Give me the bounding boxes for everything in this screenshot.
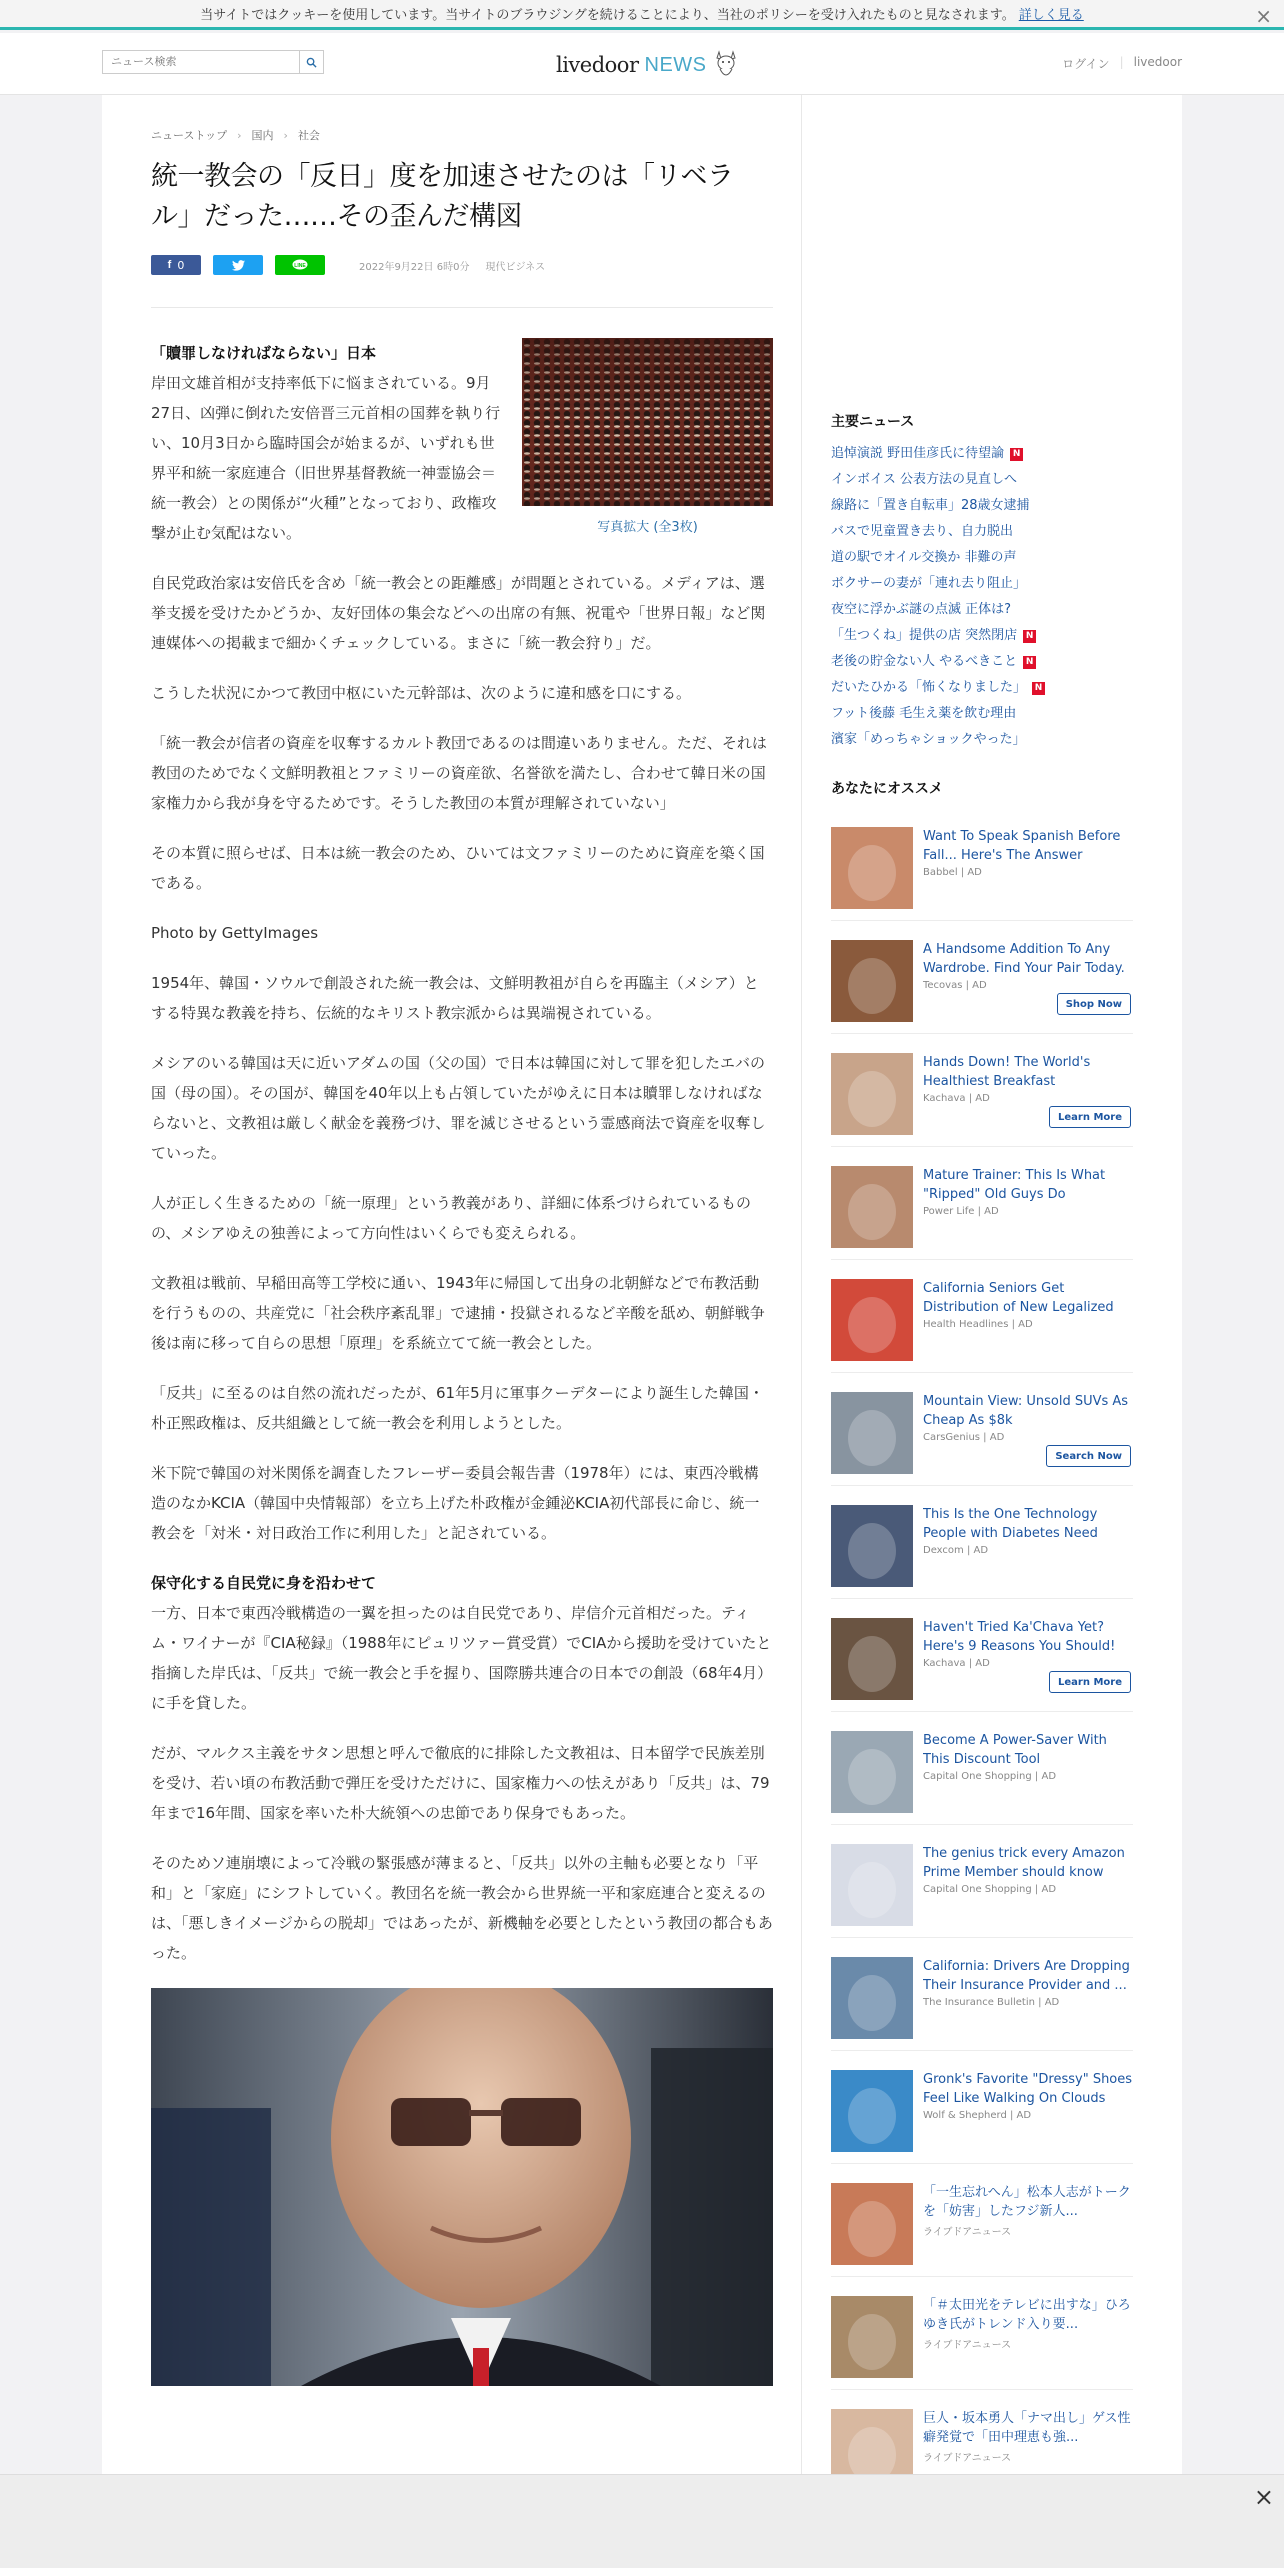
recommendation-text [923, 1392, 1133, 1485]
recommendation-item[interactable] [831, 1147, 1133, 1260]
top-news-item[interactable] [831, 701, 1133, 727]
recommendations-section [831, 778, 1133, 2503]
top-news-link[interactable]: 追悼演説 野田佳彦氏に待望論 [831, 446, 1005, 461]
top-news-item[interactable] [831, 623, 1133, 649]
recommendation-text [923, 1053, 1133, 1146]
photo-credit: Photo by GettyImages [151, 924, 319, 942]
chevron-right-icon: › [237, 128, 242, 142]
facebook-share-button[interactable] [151, 255, 201, 275]
twitter-icon [232, 260, 245, 271]
recommendation-thumbnail[interactable] [831, 827, 913, 909]
recommendation-cta-button[interactable]: Learn More [1049, 1106, 1131, 1128]
article-title: 統一教会の「反日」度を加速させたのは「リベラル」だった……その歪んだ構図 [151, 161, 734, 232]
recommendation-title[interactable]: Gronk's Favorite "Dressy" Shoes Feel Like Walking On Clouds [923, 2072, 1133, 2106]
recommendation-title[interactable]: Hands Down! The World's Healthiest Breakfast [923, 1055, 1091, 1089]
recommendation-text [923, 2183, 1133, 2276]
recommendation-item[interactable] [831, 1712, 1133, 1825]
recommendation-text [923, 2070, 1133, 2163]
ad-close-button[interactable]: × [1253, 2483, 1274, 2511]
recommendation-thumbnail[interactable] [831, 1957, 913, 2039]
recommendation-title[interactable]: California: Drivers Are Dropping Their Insurance Provider and ... [923, 1959, 1130, 1993]
line-icon [292, 259, 308, 271]
line-share-button[interactable] [275, 255, 325, 275]
search-input[interactable] [103, 51, 299, 73]
recommendations-list [831, 808, 1133, 2503]
top-news-title: 主要ニュース [831, 414, 915, 430]
new-badge: N [1010, 448, 1023, 461]
header-links [1062, 55, 1182, 72]
new-badge: N [1032, 682, 1045, 695]
cookie-more-link[interactable]: 詳しく見る [1018, 8, 1084, 23]
top-news-link[interactable]: バスで児童置き去り、自力脱出 [831, 524, 1014, 539]
recommendation-source: Tecovas | AD [923, 980, 987, 991]
recommendation-text [923, 1731, 1133, 1824]
recommendation-thumbnail[interactable] [831, 940, 913, 1022]
recommendation-item[interactable] [831, 1034, 1133, 1147]
photo-enlarge-link[interactable]: 写真拡大 (全3枚) [597, 520, 698, 535]
paragraph: その本質に照らせば、日本は統一教会のため、ひいては文ファミリーのために資産を築く国である。 [151, 844, 765, 892]
top-news-item[interactable] [831, 545, 1133, 571]
recommendation-text [923, 1279, 1133, 1372]
top-news-section [831, 411, 1133, 753]
twitter-share-button[interactable] [213, 255, 263, 275]
page-container [102, 95, 1182, 2475]
site-logo[interactable] [556, 45, 739, 85]
top-news-item[interactable] [831, 727, 1133, 753]
cookie-close-button[interactable]: × [1255, 4, 1272, 28]
recommendation-title[interactable]: Haven't Tried Ka'Chava Yet? Here's 9 Reasons You Should! [923, 1620, 1116, 1654]
recommendation-cta-button[interactable]: Learn More [1049, 1671, 1131, 1693]
breadcrumb-item[interactable]: 国内 [251, 129, 274, 142]
recommendation-item[interactable] [831, 1373, 1133, 1486]
top-news-item[interactable] [831, 597, 1133, 623]
recommendation-source: Capital One Shopping | AD [923, 1884, 1057, 1895]
search-button[interactable] [299, 51, 323, 73]
recommendation-text [923, 1957, 1133, 2050]
recommendation-source: Babbel | AD [923, 867, 982, 878]
article-meta [359, 258, 545, 273]
recommendation-item[interactable] [831, 1599, 1133, 1712]
recommendation-source: Kachava | AD [923, 1093, 990, 1104]
facebook-icon: f [167, 259, 172, 271]
recommendation-source: ライブドアニュース [923, 2340, 1012, 2351]
recommendation-item[interactable] [831, 1260, 1133, 1373]
top-news-item[interactable] [831, 441, 1133, 467]
recommendation-source: ライブドアニュース [923, 2453, 1012, 2464]
svg-text:LINE: LINE [294, 262, 306, 269]
top-news-link[interactable]: 道の駅でオイル交換か 非難の声 [831, 550, 1017, 565]
paragraph: こうした状況にかつて教団中枢にいた元幹部は、次のように違和感を口にする。 [151, 684, 692, 702]
paragraph: 「統一教会が信者の資産を収奪するカルト教団であるのは間違いありません。ただ、それは教団のためでなく文鮮明教祖とファミリーの資産欲、名誉欲を満たし、合わせて韓日米の国家権力から我が身を守るためです。そうした教団の本質が理解されていない」 [151, 734, 767, 812]
login-link[interactable]: ログイン [1062, 57, 1110, 71]
chevron-right-icon: › [283, 128, 288, 142]
recommendation-thumbnail[interactable] [831, 1844, 913, 1926]
top-news-link[interactable]: フット後藤 毛生え薬を飲む理由 [831, 706, 1017, 721]
recommendation-item[interactable] [831, 2164, 1133, 2277]
recommendation-thumbnail[interactable] [831, 1618, 913, 1700]
new-badge: N [1023, 630, 1036, 643]
recommendations-title: あなたにオススメ [831, 781, 943, 797]
paragraph: メシアのいる韓国は天に近いアダムの国（父の国）で日本は韓国に対して罪を犯したエバの国（母の国）。その国が、韓国を40年以上も占領していたがゆえに日本は贖罪しなければならないと、文教祖は厳しく献金を義務づけ、罪を滅じさせるという霊感商法で資産を収奪していった。 [151, 1054, 766, 1162]
cookie-text: 当サイトではクッキーを使用しています。当サイトのブラウジングを続けることにより、当社のポリシーを受け入れたものと見なされます。 [200, 8, 1015, 23]
facebook-count: 0 [177, 258, 185, 272]
recommendation-title[interactable]: A Handsome Addition To Any Wardrobe. Find Your Pair Today. [923, 942, 1125, 976]
section-heading: 保守化する自民党に身を沿わせて [151, 1574, 377, 1592]
share-bar [151, 255, 545, 275]
header-divider: | [1119, 55, 1124, 69]
recommendation-title[interactable]: 巨人・坂本勇人「ナマ出し」ゲス性癖発覚で「田中理恵も強... [923, 2411, 1131, 2445]
recommendation-source: The Insurance Bulletin | AD [923, 1997, 1060, 2008]
paragraph: 一方、日本で東西冷戦構造の一翼を担ったのは自民党であり、岸信介元首相だった。ティム・ワイナーが『CIA秘録』（1988年にピュリツァー賞受賞）でCIAから援助を受けていたと指摘した岸氏は、「反共」で統一教会と手を握り、国際勝共連合の日本での創設（68年4月）に手を貸した。 [151, 1604, 773, 1712]
recommendation-thumbnail[interactable] [831, 1731, 913, 1813]
top-news-link[interactable]: 老後の貯金ない人 やるべきこと [831, 654, 1018, 669]
recommendation-text [923, 827, 1133, 920]
recommendation-thumbnail[interactable] [831, 1166, 913, 1248]
top-news-list [831, 441, 1133, 753]
paragraph: 米下院で韓国の対米関係を調査したフレーザー委員会報告書（1978年）には、東西冷戦構造のなかKCIA（韓国中央情報部）を立ち上げた朴政権が金鍾泌KCIA初代部長に命じ、統一教会を「対米・対日政治工作に利用した」と記されている。 [151, 1464, 760, 1542]
recommendation-source: Wolf & Shepherd | AD [923, 2110, 1032, 2121]
search-icon [306, 57, 317, 68]
recommendation-text [923, 2296, 1133, 2389]
recommendation-thumbnail[interactable] [831, 1279, 913, 1361]
recommendation-cta-button[interactable]: Shop Now [1057, 993, 1131, 1015]
recommendation-thumbnail[interactable] [831, 2070, 913, 2152]
recommendation-item[interactable] [831, 921, 1133, 1034]
top-news-item[interactable] [831, 493, 1133, 519]
recommendation-text [923, 940, 1133, 1033]
site-header [0, 33, 1284, 95]
recommendation-title[interactable]: Become A Power-Saver With This Discount Tool [923, 1733, 1107, 1767]
article-body [151, 338, 773, 2386]
top-news-item[interactable] [831, 649, 1133, 675]
recommendation-thumbnail[interactable] [831, 2183, 913, 2265]
recommendation-title[interactable]: 「＃太田光をテレビに出すな」ひろゆき氏がトレンド入り要... [923, 2298, 1131, 2332]
recommendation-title[interactable]: Want To Speak Spanish Before Fall... Here's The Answer [923, 829, 1121, 863]
recommendation-cta-button[interactable]: Search Now [1046, 1445, 1131, 1467]
recommendation-title[interactable]: 「一生忘れへん」松本人志がトークを「妨害」したフジ新人... [923, 2185, 1131, 2219]
top-news-link[interactable]: インボイス 公表方法の見直しへ [831, 472, 1018, 487]
logo-livedoor: livedoor [556, 53, 639, 77]
top-news-link[interactable]: 「生つくね」提供の店 突然閉店 [831, 628, 1018, 643]
recommendation-source: CarsGenius | AD [923, 1432, 1005, 1443]
recommendation-text [923, 1505, 1133, 1598]
recommendation-title[interactable]: Mature Trainer: This Is What "Ripped" Old Guys Do [923, 1168, 1106, 1202]
top-news-link[interactable]: 夜空に浮かぶ謎の点滅 正体は? [831, 602, 1012, 617]
article-column [102, 95, 802, 2475]
paragraph: そのためソ連崩壊によって冷戦の緊張感が薄まると、「反共」以外の主軸も必要となり「平和」と「家庭」にシフトしていく。教団名を統一教会から世界統一平和家庭連合と変えるのは、「悪しきイメージからの脱却」ではあったが、新機軸を必要としたという教団の都合もあった。 [151, 1854, 773, 1962]
top-news-item[interactable] [831, 571, 1133, 597]
recommendation-item[interactable] [831, 1486, 1133, 1599]
top-news-item[interactable] [831, 467, 1133, 493]
recommendation-title[interactable]: California Seniors Get Distribution of New Legalized [923, 1281, 1114, 1315]
mascot-icon [713, 48, 739, 82]
divider [151, 307, 773, 308]
recommendation-thumbnail[interactable] [831, 1392, 913, 1474]
portrait-photo-image[interactable] [151, 1988, 773, 2386]
recommendation-item[interactable] [831, 2277, 1133, 2390]
recommendation-text [923, 1844, 1133, 1937]
recommendation-thumbnail[interactable] [831, 2296, 913, 2378]
paragraph: 文教祖は戦前、早稲田高等工学校に通い、1943年に帰国して出身の北朝鮮などで布教活動を行うものの、共産党に「社会秩序紊乱罪」で逮捕・投獄されるなど辛酸を舐め、朝鮮戦争後は南に移って自らの思想「原理」を系統立てて統一教会とした。 [151, 1274, 765, 1352]
recommendation-source: ライブドアニュース [923, 2227, 1012, 2238]
paragraph: 人が正しく生きるための「統一原理」という教義があり、詳細に体系づけられているものの、メシアゆえの独善によって方向性はいくらでも変えられる。 [151, 1194, 752, 1242]
paragraph: 岸田文雄首相が支持率低下に悩まされている。9月27日、凶弾に倒れた安倍晋三元首相の国葬を執り行い、10月3日から臨時国会が始まるが、いずれも世界平和統一家庭連合（旧世界基督教統一神霊協会＝統一教会）との関係が“火種”となっており、政権攻撃が止む気配はない。 [151, 374, 501, 542]
top-news-item[interactable] [831, 675, 1133, 701]
cookie-banner [0, 0, 1284, 30]
livedoor-link[interactable]: livedoor [1133, 55, 1182, 69]
top-news-link[interactable]: 線路に「置き自転車」28歳女逮捕 [831, 498, 1030, 513]
recommendation-thumbnail[interactable] [831, 1053, 913, 1135]
recommendation-source: Kachava | AD [923, 1658, 990, 1669]
top-news-link[interactable]: だいたひかる「怖くなりました」 [831, 680, 1027, 695]
recommendation-item[interactable] [831, 1938, 1133, 2051]
top-news-item[interactable] [831, 519, 1133, 545]
section-heading: 「贖罪しなければならない」日本 [151, 344, 377, 362]
breadcrumb-item[interactable]: 社会 [297, 129, 320, 142]
recommendation-title[interactable]: The genius trick every Amazon Prime Member should know [923, 1846, 1125, 1880]
logo-news: NEWS [644, 53, 707, 76]
article-date: 2022年9月22日 6時0分 [359, 261, 470, 273]
paragraph: だが、マルクス主義をサタン思想と呼んで徹底的に排除した文教祖は、日本留学で民族差別を受け、若い頃の布教活動で弾圧を受けただけに、国家権力への怯えがあり「反共」は、79年まで16年間、国家を率いた朴大統領への忠節であり保身でもあった。 [151, 1744, 770, 1822]
lead-section [151, 338, 506, 548]
paragraph: 1954年、韓国・ソウルで創設された統一教会は、文鮮明教祖が自らを再臨主（メシア）とする特異な教義を持ち、伝統的なキリスト教宗派からは異端視されている。 [151, 974, 759, 1022]
top-news-link[interactable]: ボクサーの妻が「連れ去り阻止」 [831, 576, 1027, 591]
recommendation-thumbnail[interactable] [831, 1505, 913, 1587]
recommendation-item[interactable] [831, 1825, 1133, 1938]
recommendation-title[interactable]: This Is the One Technology People with Diabetes Need [923, 1507, 1098, 1541]
recommendation-item[interactable] [831, 2051, 1133, 2164]
recommendation-source: Power Life | AD [923, 1206, 999, 1217]
breadcrumb [151, 127, 320, 143]
paragraph: 「反共」に至るのは自然の流れだったが、61年5月に軍事クーデターにより誕生した韓国・朴正煕政権は、反共組織として統一教会を利用しようとした。 [151, 1384, 764, 1432]
search-box [102, 50, 324, 74]
breadcrumb-item[interactable]: ニューストップ [151, 129, 228, 142]
article-source[interactable]: 現代ビジネス [485, 261, 546, 273]
recommendation-item[interactable] [831, 808, 1133, 921]
top-news-link[interactable]: 濱家「めっちゃショックやった」 [831, 732, 1026, 747]
recommendation-title[interactable]: Mountain View: Unsold SUVs As Cheap As $8k [923, 1394, 1129, 1428]
recommendation-text [923, 1618, 1133, 1711]
paragraph: 自民党政治家は安倍氏を含め「統一教会との距離感」が問題とされている。メディアは、選挙支援を受けたかどうか、友好団体の集会などへの出席の有無、祝電や「世界日報」など関連媒体への掲載まで細かくチェックしている。まさに「統一教会狩り」だ。 [151, 574, 766, 652]
bottom-ad-bar [0, 2474, 1284, 2568]
recommendation-source: Capital One Shopping | AD [923, 1771, 1057, 1782]
recommendation-source: Health Headlines | AD [923, 1319, 1033, 1330]
recommendation-source: Dexcom | AD [923, 1545, 989, 1556]
recommendation-text [923, 1166, 1133, 1259]
new-badge: N [1023, 656, 1036, 669]
